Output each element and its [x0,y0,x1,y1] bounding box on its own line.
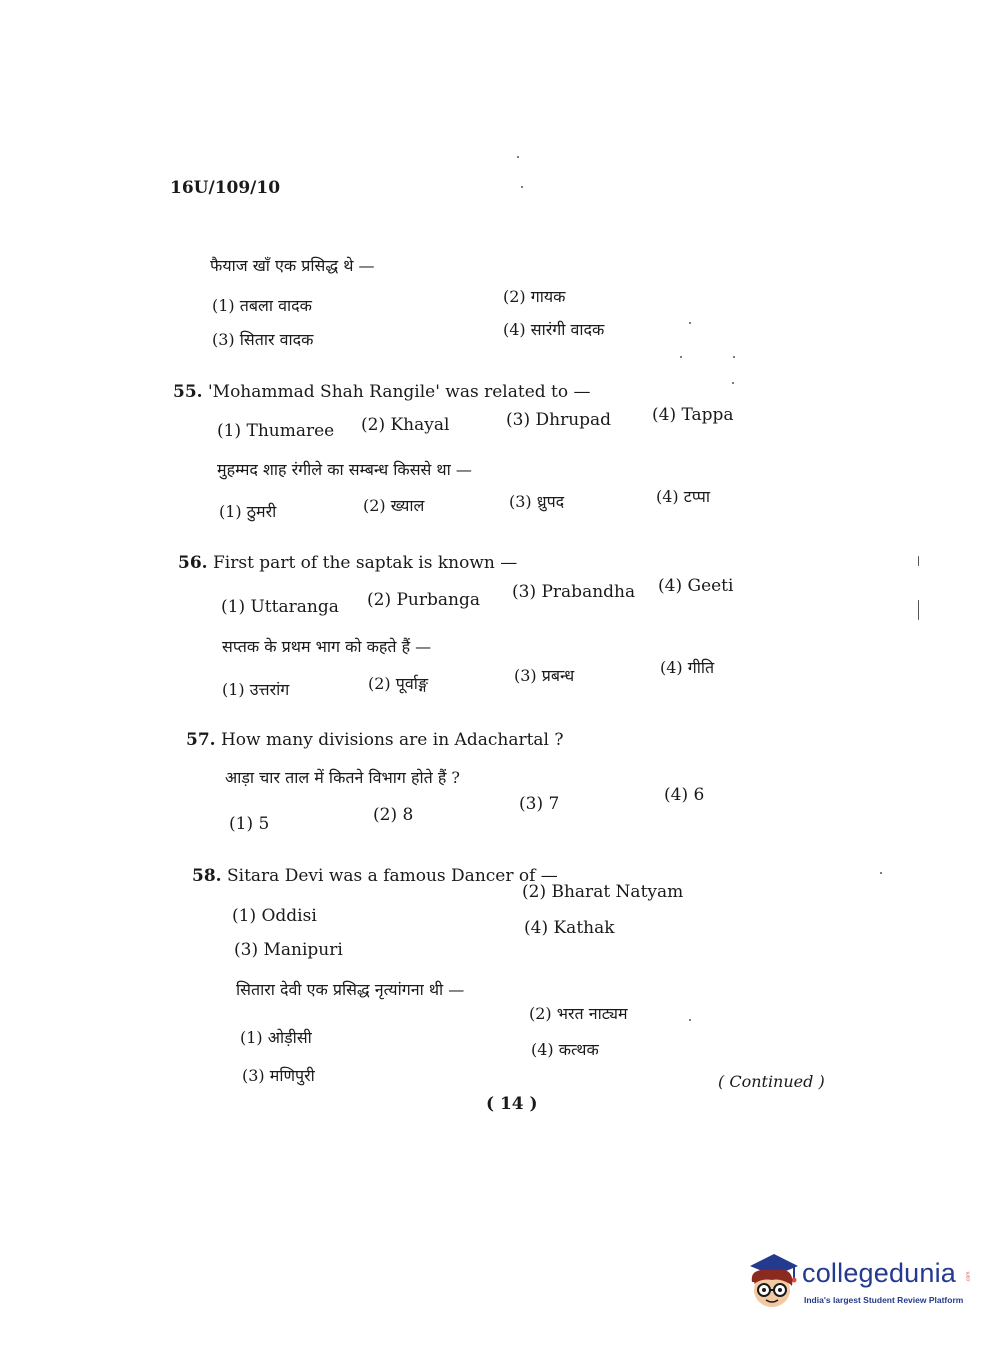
q54-hindi-option-1: (1) तबला वादक [212,296,312,315]
collegedunia-logo [744,1252,974,1312]
q58-hindi-question: सितारा देवी एक प्रसिद्ध नृत्यांगना थी — [236,980,465,999]
q58-hindi-option-2: (2) भरत नाट्यम [529,1004,628,1023]
q54-hindi-option-4: (4) सारंगी वादक [503,320,605,339]
q58-option-1: (1) Oddisi [232,906,317,926]
q58-option-3: (3) Manipuri [234,940,343,960]
q57-option-3: (3) 7 [519,794,560,814]
q55-hindi-option-1: (1) ठुमरी [219,502,277,521]
question-number: 58. [192,866,222,886]
q58-hindi-option-4: (4) कत्थक [531,1040,599,1059]
q56-hindi-option-3: (3) प्रबन्ध [514,666,575,685]
q58-hindi-option-1: (1) ओड़ीसी [240,1028,312,1047]
q56-hindi-option-2: (2) पूर्वाङ्ग [368,674,429,693]
q58-option-4: (4) Kathak [524,918,615,938]
question-57 [186,730,564,750]
question-56 [178,553,517,573]
question-text: First part of the saptak is known — [212,553,518,573]
continued-label: ( Continued ) [718,1072,825,1091]
page-number: ( 14 ) [486,1094,538,1114]
q55-hindi-question: मुहम्मद शाह रंगीले का सम्बन्ध किससे था — [217,460,472,479]
mascot-icon [744,1252,800,1310]
q57-option-4: (4) 6 [664,785,705,805]
question-text: 'Mohammad Shah Rangile' was related to — [207,382,591,402]
q56-hindi-question: सप्तक के प्रथम भाग को कहते हैं — [222,637,432,656]
q57-option-2: (2) 8 [373,805,414,825]
q54-hindi-question: फैयाज खाँ एक प्रसिद्ध थे — [210,256,375,275]
q56-hindi-option-4: (4) गीति [660,658,715,677]
brand-name: collegedunia [802,1258,957,1288]
question-58 [192,866,558,886]
q55-option-2: (2) Khayal [361,415,450,435]
question-number: 55. [173,382,203,402]
q56-option-4: (4) Geeti [658,576,734,596]
q55-hindi-option-4: (4) टप्पा [656,487,710,506]
q56-hindi-option-1: (1) उत्तरांग [222,680,290,699]
q56-option-1: (1) Uttaranga [221,597,339,617]
q57-option-1: (1) 5 [229,814,270,834]
q54-hindi-option-3: (3) सितार वादक [212,330,314,349]
question-number: 57. [186,730,216,750]
q55-hindi-option-3: (3) ध्रुपद [509,492,565,511]
question-text: Sitara Devi was a famous Dancer of — [226,866,558,886]
q55-option-1: (1) Thumaree [217,421,335,441]
q56-option-3: (3) Prabandha [512,582,636,602]
q55-option-3: (3) Dhrupad [506,410,612,430]
q57-hindi-question: आड़ा चार ताल में कितने विभाग होते हैं ? [225,768,460,787]
question-55 [173,382,591,402]
q58-hindi-option-3: (3) मणिपुरी [242,1066,315,1085]
paper-code: 16U/109/10 [170,178,281,198]
q55-option-4: (4) Tappa [652,405,734,425]
question-number: 56. [178,553,208,573]
q55-hindi-option-2: (2) ख्याल [363,496,425,515]
q58-option-2: (2) Bharat Natyam [522,882,684,902]
question-text: How many divisions are in Adachartal ? [220,730,564,750]
q56-option-2: (2) Purbanga [367,590,480,610]
brand-tagline: India's largest Student Review Platform [804,1295,964,1305]
brand-com: .com [965,1271,972,1283]
q54-hindi-option-2: (2) गायक [503,287,566,306]
